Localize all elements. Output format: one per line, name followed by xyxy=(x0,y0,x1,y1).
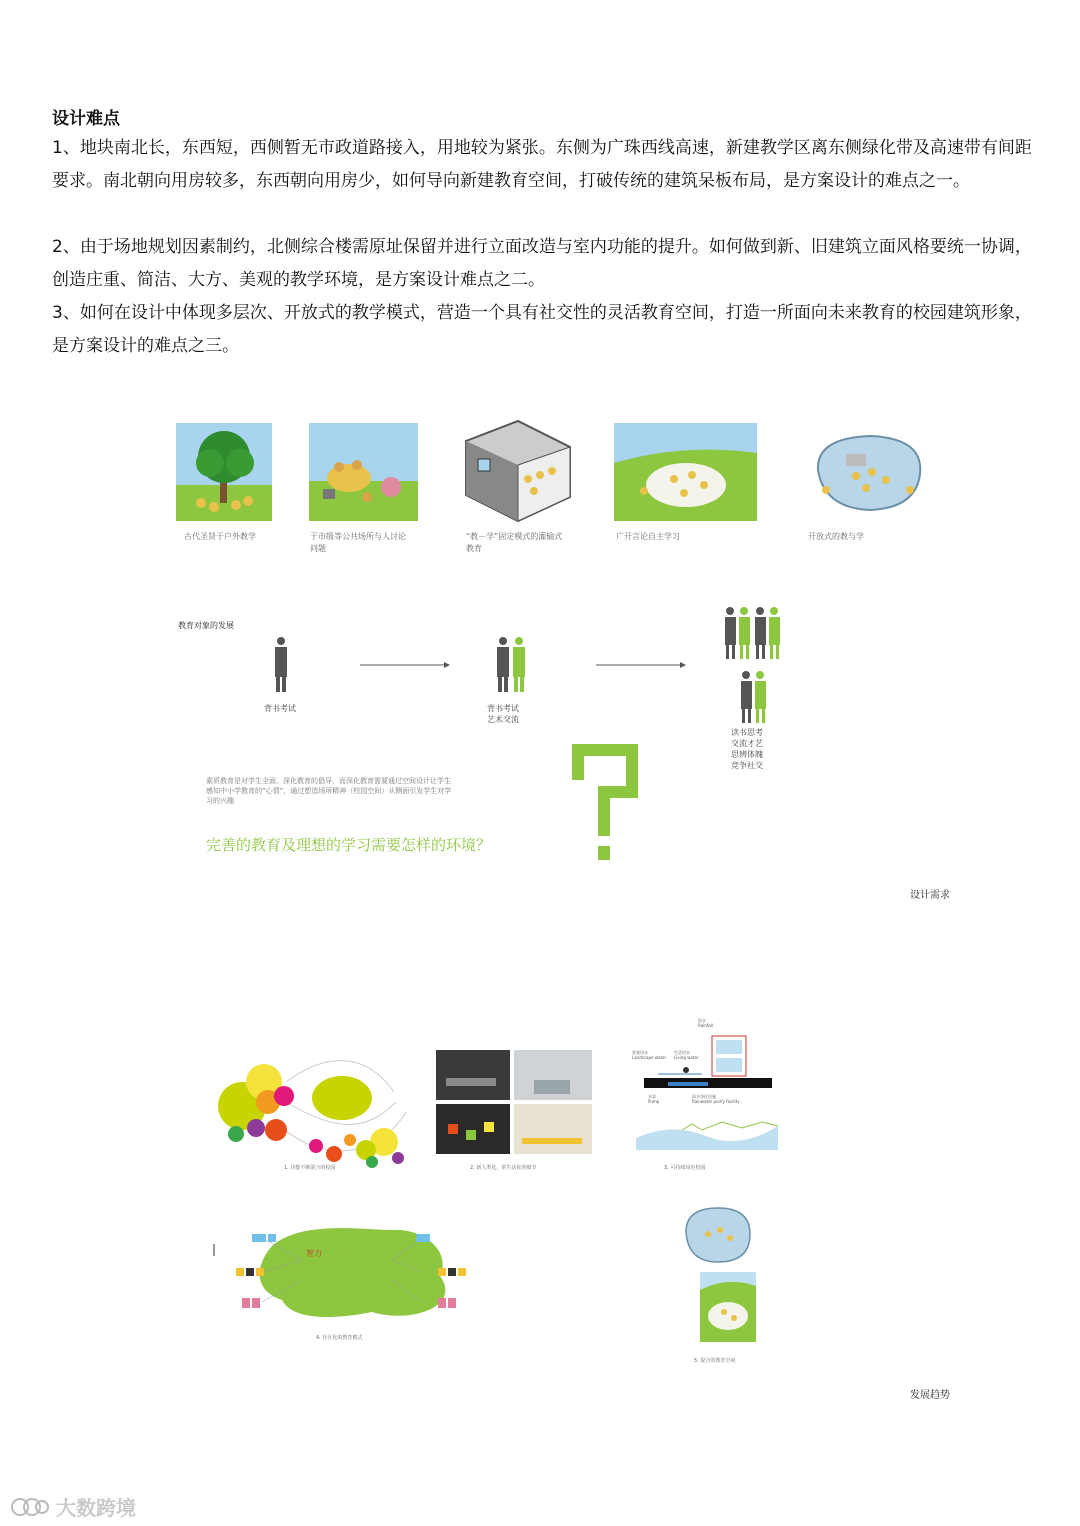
label-landscape-water: 景观用水 Landscape water xyxy=(632,1050,667,1060)
illustration-open-teaching xyxy=(806,430,932,516)
description-text: 素质教育是对学生全面、深化教育的倡导，而深化教育需要通过空间设计让学生感知中小学教育的“心情”，通过塑造场所精神（校园空间）从侧面引发学生对学习的兴趣 xyxy=(206,777,452,805)
illustration-public-discussion xyxy=(309,423,418,521)
question-text: 完善的教育及理想的学习需要怎样的环境？ xyxy=(206,836,492,854)
watermark-logo-icon xyxy=(10,1496,50,1518)
trend-caption-3: 3. 可持续绿色校园 xyxy=(664,1165,706,1171)
stage-2-label-b: 艺术交流 xyxy=(487,715,519,724)
illustration-pod-small xyxy=(680,1204,756,1266)
stage-1-label: 背书考试 xyxy=(264,704,296,713)
stage-2-label-a: 背书考试 xyxy=(487,704,519,713)
photo-corridor xyxy=(514,1050,592,1100)
illustration-outdoor-teaching xyxy=(176,423,272,521)
photo-colored-floor xyxy=(436,1104,510,1154)
arrow-icon xyxy=(360,660,450,670)
evolution-title: 教育对象的发展 xyxy=(178,621,234,630)
label-purify: 雨水净化设施 Rainwater purify facility xyxy=(692,1094,740,1104)
diagram-community xyxy=(212,1220,470,1324)
caption-5: 开放式的教与学 xyxy=(808,532,864,541)
trend-caption-4: 4. 社区化的教育模式 xyxy=(316,1335,363,1341)
stage-3-label-a: 读书思考 xyxy=(731,728,763,737)
arrow-icon xyxy=(596,660,686,670)
stage-3-label-b: 交流才艺 xyxy=(731,739,763,748)
section-drawing xyxy=(632,1026,780,1158)
illustration-mixed-space xyxy=(700,1272,756,1342)
illustration-classroom xyxy=(462,419,574,523)
stage-3-label-d: 竞争社交 xyxy=(731,761,763,770)
label-living-water: 生活用水 Living water xyxy=(674,1050,699,1060)
person-group-icon xyxy=(722,606,784,724)
caption-1: 古代圣贤于户外教学 xyxy=(184,532,256,541)
label-development-trends: 发展趋势 xyxy=(910,1390,950,1401)
caption-4: 广开言论自主学习 xyxy=(616,532,680,541)
illustration-free-learning xyxy=(614,423,757,521)
paragraph-1: 1、地块南北长，东西短，西侧暂无市政道路接入，用地较为紧张。东侧为广珠西线高速，新建教学区离东侧绿化带及高速带有间距要求。南北朝向用房较多，东西朝向用房少，如何导向新建教育空间，打破传统的建筑呆板布局，是方案设计的难点之一。 xyxy=(52,138,1032,191)
trend-caption-2: 2. 新人类化，常生活化的细节 xyxy=(470,1165,537,1171)
photo-grid xyxy=(436,1050,592,1154)
watermark-text: 大数跨境 xyxy=(56,1496,136,1520)
paragraph-3: 3、如何在设计中体现多层次、开放式的教学模式，营造一个具有社交性的灵活教育空间，打造一所面向未来教育的校园建筑形象，是方案设计的难点之三。 xyxy=(52,303,1032,356)
photo-bright-hall xyxy=(514,1104,592,1154)
caption-2: 于市级等公共场所与人讨论问题 xyxy=(310,532,406,553)
stage-3-label-c: 思辨体魄 xyxy=(731,750,763,759)
watermark xyxy=(10,1492,136,1521)
trend-caption-1: 1. 功能不断混合的校园 xyxy=(284,1165,336,1171)
paragraph-2: 2、由于场地规划因素制约，北侧综合楼需原址保留并进行立面改造与室内功能的提升。如何做到新、旧建筑立面风格要统一协调，创造庄重、简洁、大方、美观的教学环境，是方案设计难点之二。 xyxy=(52,237,1032,290)
section-heading: 设计难点 xyxy=(52,109,120,129)
stage-3-labels xyxy=(731,727,781,771)
person-pair-icon xyxy=(494,636,528,694)
person-icon-grey xyxy=(270,636,292,694)
question-mark-icon xyxy=(568,740,642,864)
label-rainfall: 雨水 Rainfall xyxy=(698,1018,713,1028)
label-pump: 水泵 Pump xyxy=(648,1094,660,1104)
community-center-label: 智力 xyxy=(306,1249,322,1258)
caption-3: “教－学”固定模式的灌输式教育 xyxy=(466,532,563,553)
diagram-mixed-function xyxy=(216,1042,412,1178)
photo-dark-hall xyxy=(436,1050,510,1100)
label-design-requirement: 设计需求 xyxy=(910,890,950,901)
stage-2-labels xyxy=(487,703,527,725)
trend-caption-5: 5. 混合的教育空间 xyxy=(694,1358,736,1364)
diagram-sustainable xyxy=(632,1018,780,1158)
